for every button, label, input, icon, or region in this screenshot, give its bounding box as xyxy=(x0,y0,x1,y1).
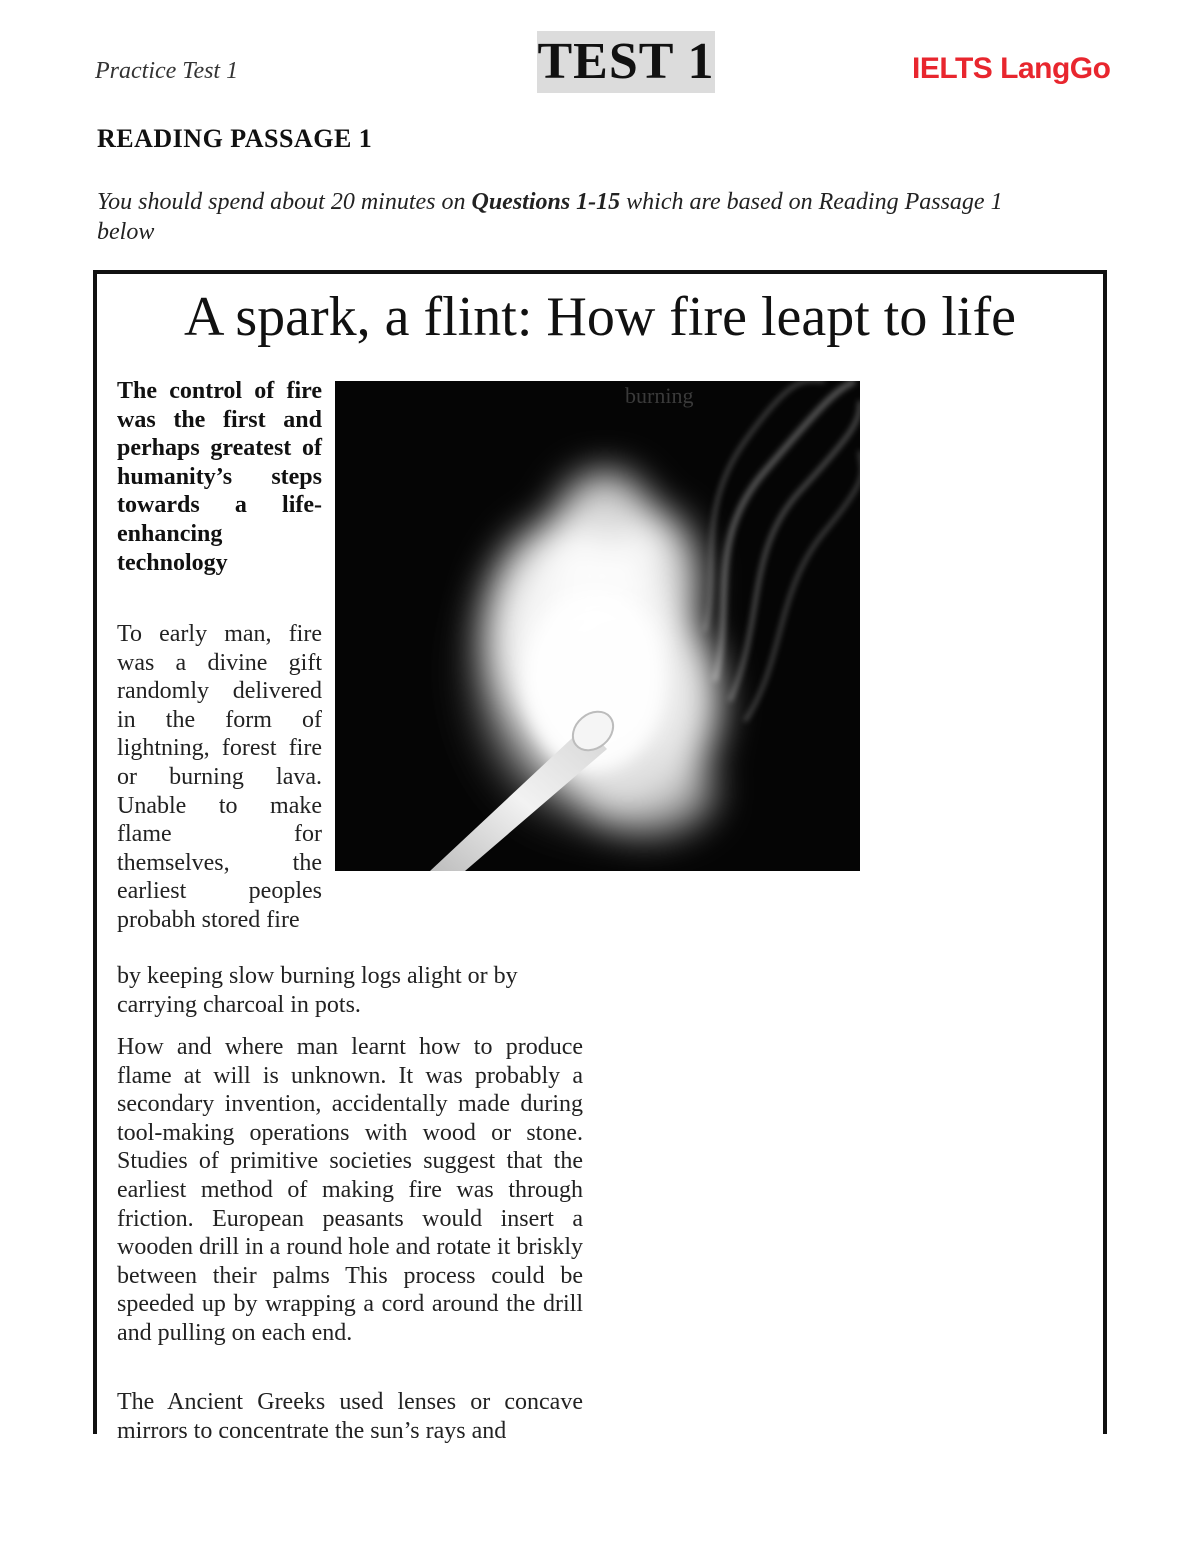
instructions-after: which are based on Reading Passage 1 below xyxy=(97,189,1003,245)
photo-watermark: burning xyxy=(625,383,694,408)
match-flame-photo xyxy=(335,381,860,871)
practice-test-label: Practice Test 1 xyxy=(95,58,239,84)
brand-logo: IELTS LangGo xyxy=(912,52,1111,85)
article-title: A spark, a flint: How fire leapt to life xyxy=(184,286,1016,348)
instructions-questions: Questions 1-15 xyxy=(471,189,621,215)
paragraph-1-continued: by keeping slow burning logs alight or by carrying charcoal in pots. xyxy=(117,963,518,1018)
paragraph-2: How and where man learnt how to produce flame at will is unknown. It was probably a secondary invention, accidentally made during tool-making operations with wood or stone. Studies of primitive societies suggest that the earliest method of making fire was through friction. European peasants would insert a wooden drill in a round hole and rotate it briskly between their palms This process could be speeded up by wrapping a cord around the drill and pulling on each end. xyxy=(117,1034,583,1346)
instructions-before: You should spend about 20 minutes on xyxy=(97,189,472,215)
passage-heading: READING PASSAGE 1 xyxy=(97,124,373,153)
paragraph-3: The Ancient Greeks used lenses or concave mirrors to concentrate the sun’s rays and xyxy=(117,1389,583,1444)
instructions xyxy=(97,187,1017,247)
flame-image xyxy=(335,381,860,871)
article-lead: The control of fire was the first and perhaps greatest of humanity’s steps towards a life-enhancing technology xyxy=(117,378,322,576)
paragraph-1-narrow: To early man, fire was a divine gift randomly delivered in the form of lightning, forest fire or burning lava. Unable to make flame for themselves, the earliest peoples probabh stored fire xyxy=(117,621,322,933)
test-title: TEST 1 xyxy=(537,31,715,93)
